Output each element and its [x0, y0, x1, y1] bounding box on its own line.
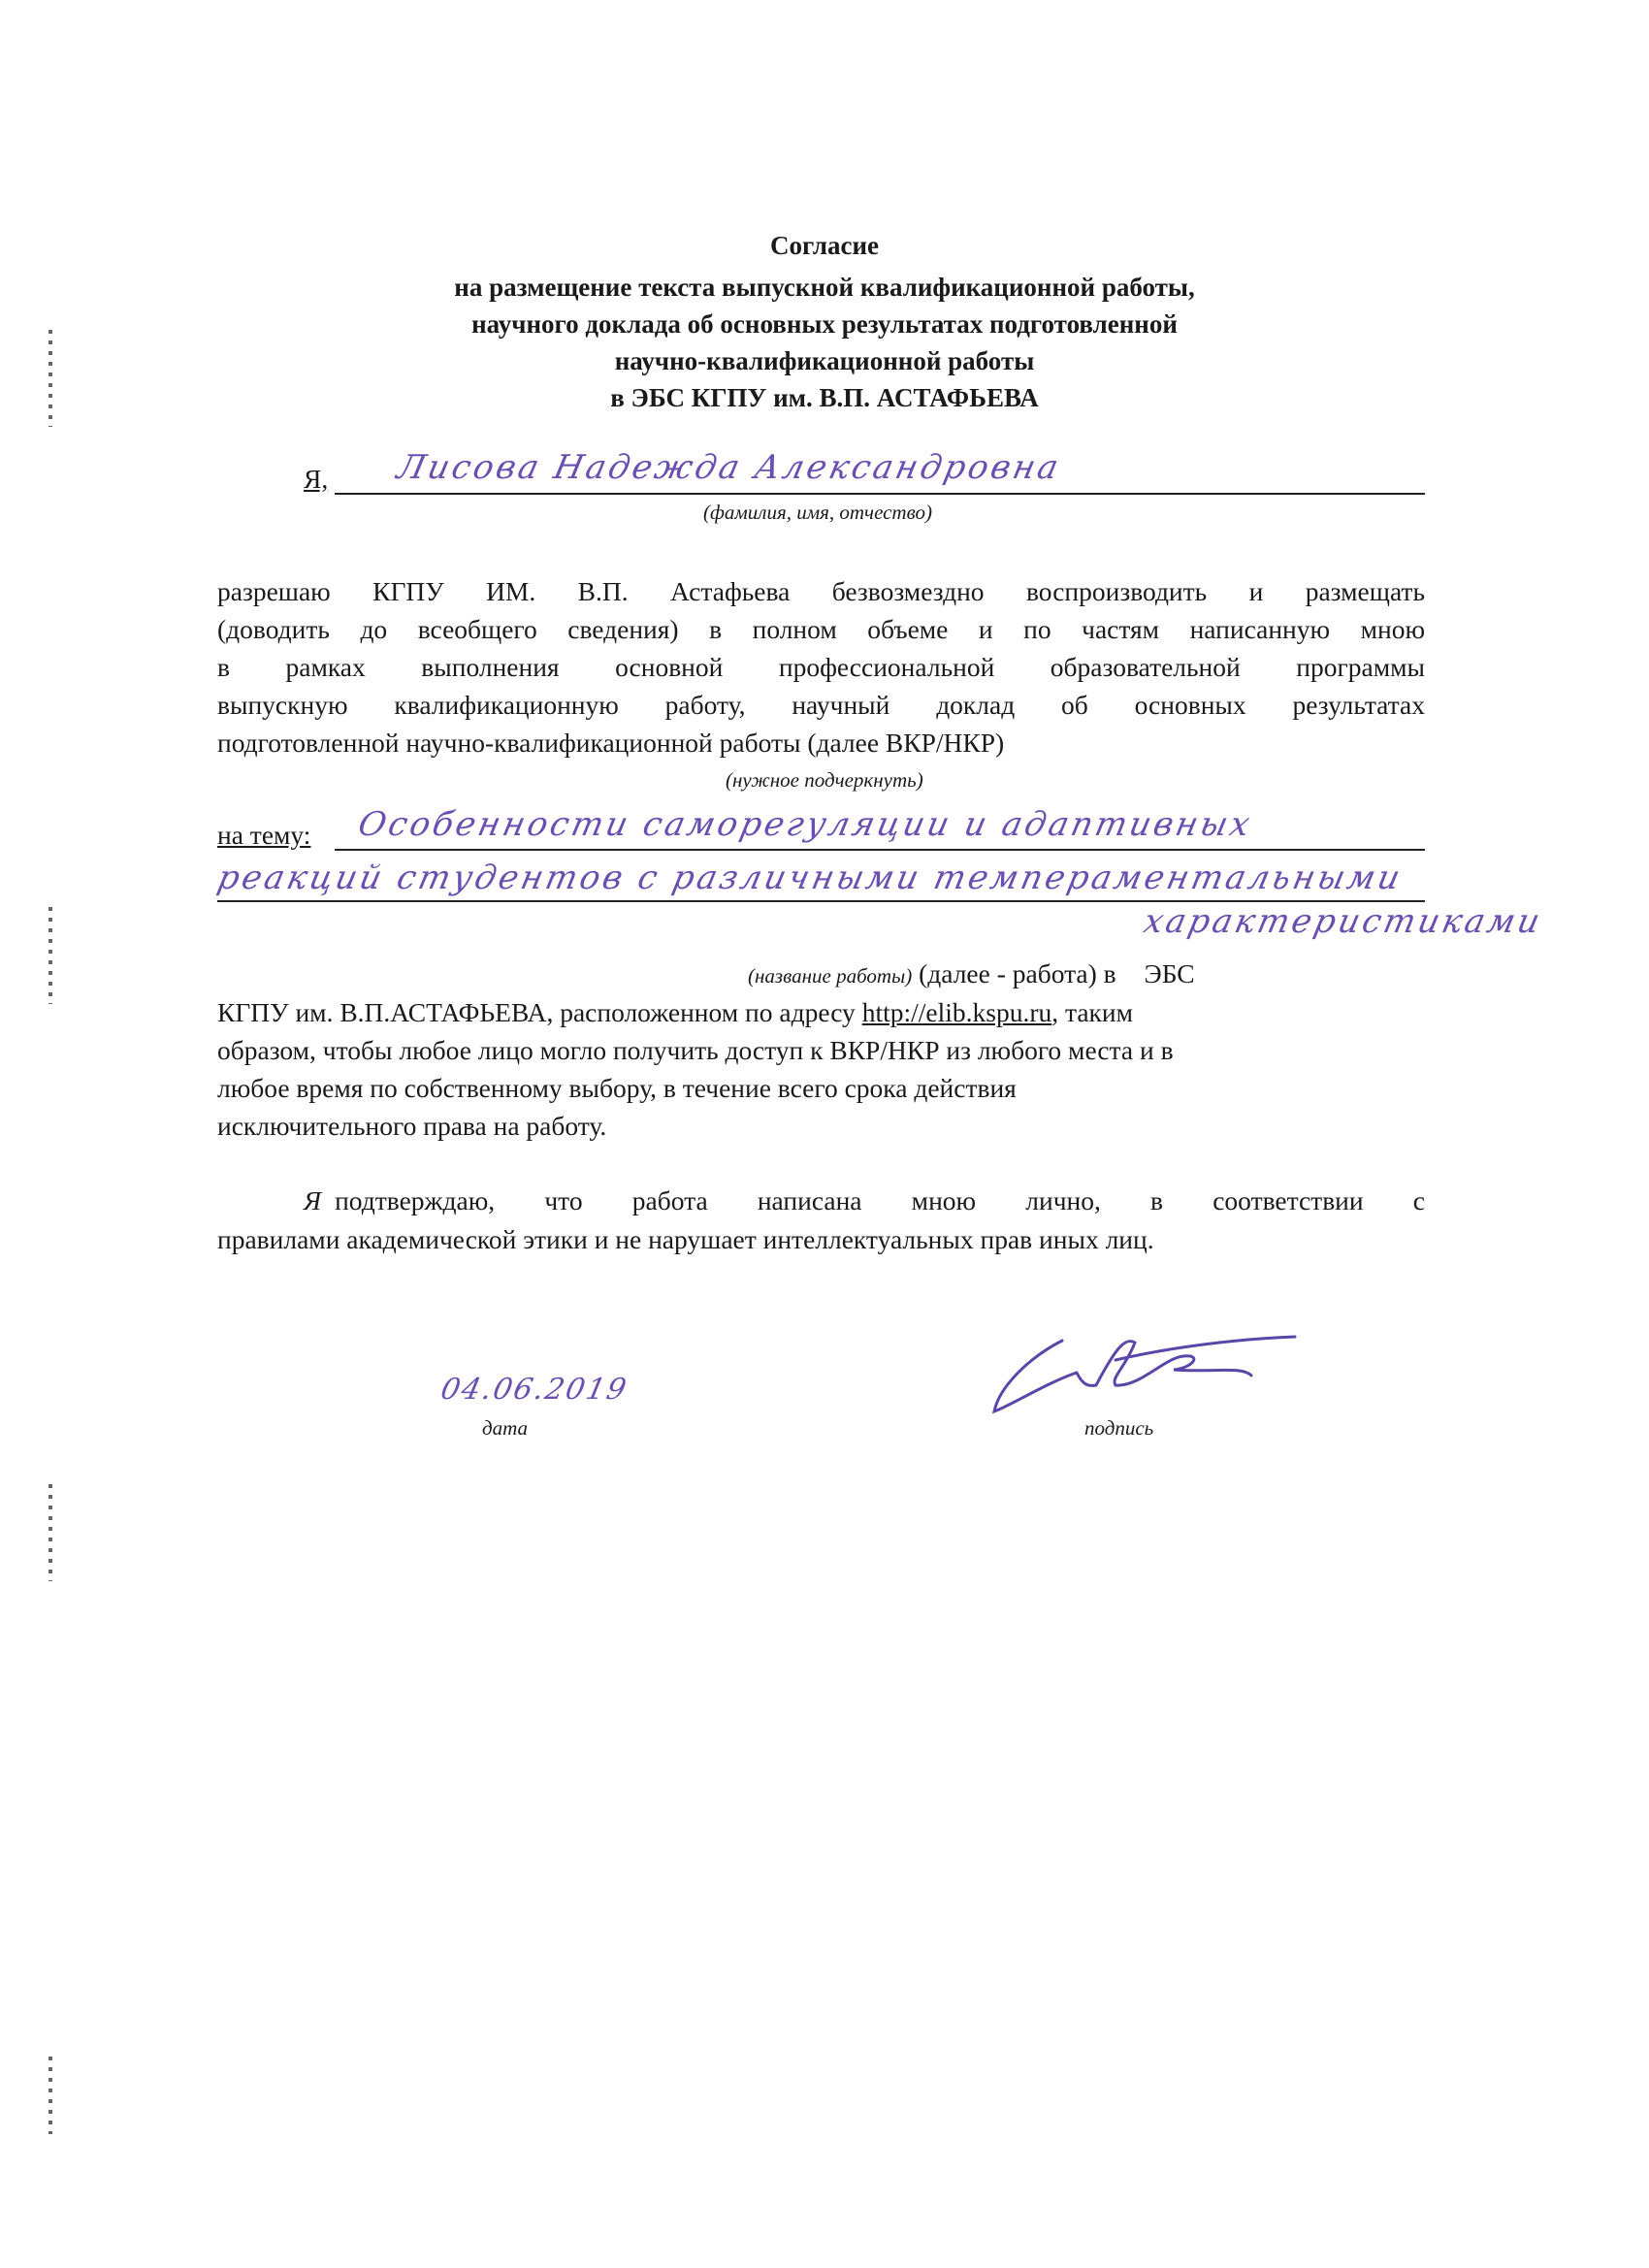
document-subtitle-line: в ЭБС КГПУ им. В.П. АСТАФЬЕВА — [610, 383, 1039, 412]
continuation-text: КГПУ им. В.П.АСТАФЬЕВА, расположенном по адресу — [217, 997, 862, 1027]
scan-mark — [48, 1484, 52, 1581]
document-subtitle-line: на размещение текста выпускной квалификационной работы, — [454, 273, 1195, 302]
underline-caption: (нужное подчеркнуть) — [726, 768, 923, 792]
topic-prefix: на тему: — [217, 820, 311, 850]
handwritten-topic-line: Особенности саморегуляции и адаптивных — [354, 805, 1256, 844]
scan-mark — [48, 907, 52, 1004]
ebs-label: ЭБС — [1144, 958, 1195, 988]
scan-mark — [48, 2057, 52, 2134]
handwritten-topic-line: характеристиками — [1140, 902, 1546, 941]
continuation-text: , таким — [1051, 997, 1134, 1027]
confirmation-text: подтверждаю, что работа написана мною лично, в соответствии с — [335, 1185, 1425, 1215]
handwritten-topic-line: реакций студентов с различными темпераментальными — [213, 859, 1406, 897]
document-subtitle-line: научного доклада об основных результатах подготовленной — [471, 309, 1178, 339]
body-line: выпускную квалификационную работу, научный доклад об основных результатах — [217, 690, 1425, 720]
handwritten-date: 04.06.2019 — [437, 1373, 631, 1407]
confirmation-line: правилами академической этики и не нарушает интеллектуальных прав иных лиц. — [217, 1224, 1154, 1254]
body-line: (доводить до всеобщего сведения) в полном объеме и по частям написанную мною — [217, 614, 1425, 644]
continuation-line: образом, чтобы любое лицо могло получить доступ к ВКР/НКР из любого места и в — [217, 1035, 1174, 1065]
body-line: в рамках выполнения основной профессиональной образовательной программы — [217, 652, 1425, 682]
topic-caption-line — [748, 958, 1195, 989]
continuation-line: исключительного права на работу. — [217, 1111, 607, 1141]
handwritten-name: Лисова Надежда Александровна — [393, 448, 1065, 487]
topic-caption: (название работы) — [748, 964, 913, 988]
body-line: подготовленной научно-квалификационной работы (далее ВКР/НКР) — [217, 728, 1005, 758]
confirmation-ya: Я — [304, 1185, 322, 1215]
document-subtitle-line: научно-квалификационной работы — [614, 346, 1035, 375]
continuation-line: любое время по собственному выбору, в течение всего срока действия — [217, 1073, 1017, 1103]
name-prefix: Я, — [304, 464, 329, 494]
topic-underline — [335, 849, 1425, 851]
confirmation-line — [304, 1185, 1425, 1216]
topic-after-caption: (далее - работа) в — [919, 958, 1116, 988]
elib-link[interactable]: http://elib.kspu.ru — [861, 997, 1052, 1027]
name-caption: (фамилия, имя, отчество) — [703, 501, 932, 524]
continuation-line — [217, 997, 1133, 1028]
document-title: Согласие — [769, 231, 880, 260]
signature-label: подпись — [1084, 1416, 1154, 1440]
body-line: разрешаю КГПУ ИМ. В.П. Астафьева безвозмездно воспроизводить и размещать — [217, 576, 1425, 606]
date-label: дата — [482, 1416, 529, 1440]
name-underline — [335, 493, 1425, 495]
